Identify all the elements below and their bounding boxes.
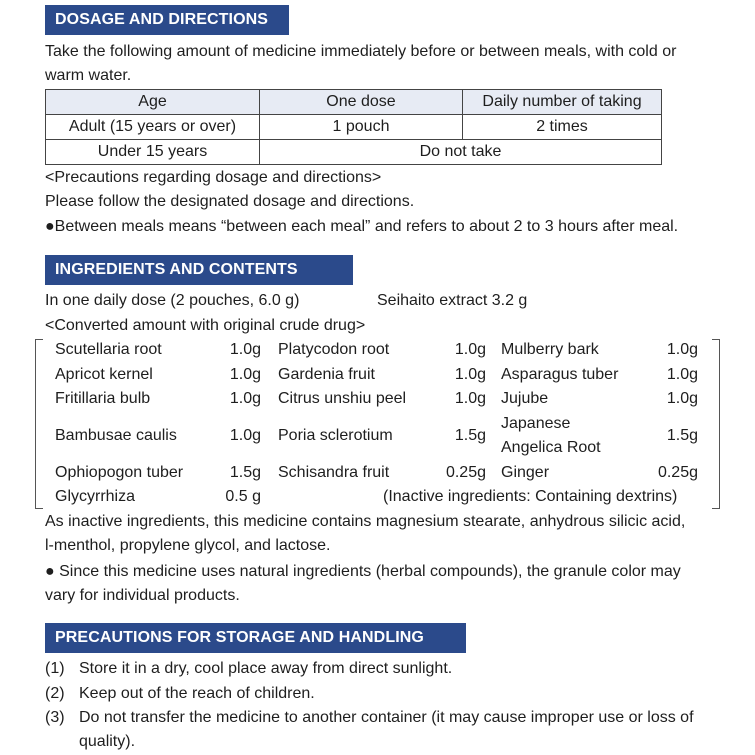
- ingredient-name: Apricot kernel: [55, 366, 153, 383]
- ingredient-name: Bambusae caulis: [55, 427, 177, 444]
- ingredient-amount: 1.0g: [666, 341, 698, 358]
- ingredient-amount: 0.25g: [657, 464, 698, 481]
- daily-dose-line: In one daily dose (2 pouches, 6.0 g): [45, 292, 300, 309]
- list-item: Store it in a dry, cool place away from direct sunlight.: [79, 660, 453, 677]
- ingredients-section-header: INGREDIENTS AND CONTENTS: [45, 255, 353, 285]
- list-item-continuation: quality).: [79, 733, 136, 750]
- list-item-number: (2): [45, 685, 65, 702]
- ingredient-name-line2: Angelica Root: [501, 439, 601, 456]
- ingredient-amount: 1.5g: [454, 427, 486, 444]
- dosage-table: [45, 89, 662, 165]
- storage-section-header: PRECAUTIONS FOR STORAGE AND HANDLING: [45, 623, 466, 653]
- ingredient-name: Ophiopogon tuber: [55, 464, 184, 481]
- list-item: Do not transfer the medicine to another container (it may cause improper use or loss of: [79, 709, 694, 726]
- table-cell: 1 pouch: [260, 115, 463, 140]
- ingredient-amount: 0.25g: [445, 464, 486, 481]
- ingredient-name-line1: Japanese: [501, 415, 571, 432]
- ingredient-name: Jujube: [501, 390, 549, 407]
- ingredient-name: Platycodon root: [278, 341, 390, 358]
- table-header-cell: Daily number of taking: [463, 90, 662, 115]
- table-row: [46, 115, 662, 140]
- dosage-intro-line1: Take the following amount of medicine immediately before or between meals, with cold or: [45, 43, 677, 60]
- precautions-title: <Precautions regarding dosage and directions>: [45, 169, 382, 186]
- dosage-section-header: DOSAGE AND DIRECTIONS: [45, 5, 289, 35]
- table-cell: 2 times: [463, 115, 662, 140]
- right-bracket: [712, 339, 720, 509]
- ingredient-name: Ginger: [501, 464, 550, 481]
- ingredient-name: Fritillaria bulb: [55, 390, 151, 407]
- ingredient-amount: 1.0g: [229, 427, 261, 444]
- ingredient-amount: 1.0g: [454, 366, 486, 383]
- natural-line1: ● Since this medicine uses natural ingredients (herbal compounds), the granule color may: [45, 563, 681, 580]
- table-cell: Do not take: [260, 140, 662, 165]
- table-header-row: [46, 90, 662, 115]
- table-header-cell: Age: [46, 90, 260, 115]
- table-cell: Adult (15 years or over): [46, 115, 260, 140]
- between-meals-note: ●Between meals means “between each meal” and refers to about 2 to 3 hours after meal.: [45, 218, 679, 235]
- list-item-number: (3): [45, 709, 65, 726]
- ingredient-name: Mulberry bark: [501, 341, 599, 358]
- ingredient-name: Citrus unshiu peel: [278, 390, 407, 407]
- list-item: Keep out of the reach of children.: [79, 685, 315, 702]
- ingredient-name: Schisandra fruit: [278, 464, 390, 481]
- ingredient-name: Gardenia fruit: [278, 366, 375, 383]
- ingredient-name: Scutellaria root: [55, 341, 162, 358]
- ingredient-name: Glycyrrhiza: [55, 488, 136, 505]
- ingredient-amount: 1.0g: [229, 366, 261, 383]
- dosage-intro-line2: warm water.: [45, 67, 132, 84]
- ingredient-amount: 0.5 g: [225, 488, 261, 505]
- table-header-cell: One dose: [260, 90, 463, 115]
- inactive-line2: l-menthol, propylene glycol, and lactose.: [45, 537, 331, 554]
- ingredient-name: Asparagus tuber: [501, 366, 619, 383]
- ingredient-amount: 1.0g: [666, 390, 698, 407]
- table-cell: Under 15 years: [46, 140, 260, 165]
- table-row: [46, 140, 662, 165]
- ingredient-amount: 1.0g: [454, 390, 486, 407]
- ingredient-amount: 1.0g: [454, 341, 486, 358]
- left-bracket: [35, 339, 43, 509]
- ingredient-amount: 1.0g: [229, 390, 261, 407]
- ingredient-amount: 1.0g: [229, 341, 261, 358]
- precautions-line: Please follow the designated dosage and directions.: [45, 193, 415, 210]
- natural-line2: vary for individual products.: [45, 587, 240, 604]
- ingredient-amount: 1.5g: [666, 427, 698, 444]
- converted-line: <Converted amount with original crude drug>: [45, 317, 366, 334]
- ingredient-amount: 1.5g: [229, 464, 261, 481]
- list-item-number: (1): [45, 660, 65, 677]
- inactive-note: (Inactive ingredients: Containing dextrins): [383, 488, 678, 505]
- inactive-line1: As inactive ingredients, this medicine contains magnesium stearate, anhydrous silicic acid,: [45, 513, 686, 530]
- ingredient-name: Poria sclerotium: [278, 427, 393, 444]
- extract-line: Seihaito extract 3.2 g: [377, 292, 528, 309]
- ingredient-amount: 1.0g: [666, 366, 698, 383]
